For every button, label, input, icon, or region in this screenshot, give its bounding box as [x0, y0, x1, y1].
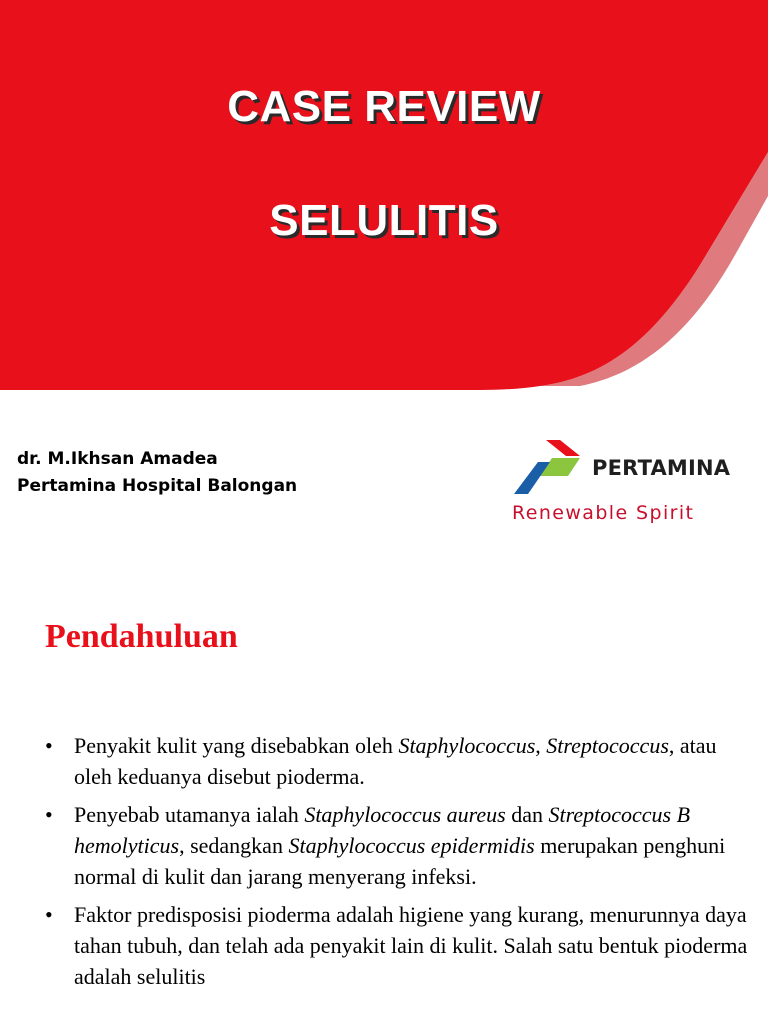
content-slide [0, 600, 768, 1024]
bullet-item [45, 799, 750, 892]
title-case-review: CASE REVIEW [227, 82, 541, 131]
bullet-italic: Streptococcus B hemolyticus [74, 802, 691, 858]
pertamina-logo-icon [510, 436, 590, 500]
bullet-italic: Staphylococcus [398, 733, 536, 758]
bullet-text: merupakan penghuni normal di kulit dan jarang menyerang infeksi. [74, 833, 726, 889]
pertamina-logo [508, 432, 748, 532]
bullet-dot-icon: • [45, 902, 53, 927]
bullet-text: , sedangkan [179, 833, 289, 858]
red-curved-band [0, 0, 768, 390]
bullet-item [45, 899, 750, 992]
logo-tagline: Renewable Spirit [512, 502, 695, 524]
section-heading: Pendahuluan [45, 618, 238, 655]
bullet-dot-icon: • [45, 733, 53, 758]
author-block [17, 446, 297, 500]
bullet-text: Penyakit kulit yang disebabkan oleh [74, 733, 399, 758]
title-selulitis: SELULITIS [269, 196, 499, 245]
bullet-text: Faktor predisposisi pioderma adalah higiene yang kurang, menurunnya daya tahan tubuh, dan telah ada penyakit lain di kulit. Salah satu bentuk pioderma adalah selulitis [74, 902, 748, 989]
bullet-list [45, 730, 750, 999]
bullet-italic: Streptococcus [546, 733, 669, 758]
bullet-dot-icon: • [45, 802, 53, 827]
author-name: dr. M.Ikhsan Amadea [17, 449, 218, 469]
bullet-italic: Staphylococcus epidermidis [288, 833, 535, 858]
author-affiliation: Pertamina Hospital Balongan [17, 476, 298, 496]
bullet-text: Penyebab utamanya ialah [74, 802, 305, 827]
bullet-italic: Staphylococcus aureus [304, 802, 506, 827]
logo-wordmark: PERTAMINA [592, 456, 731, 480]
bullet-text: , [535, 733, 547, 758]
bullet-text: , atau oleh keduanya disebut pioderma. [74, 733, 717, 789]
bullet-text: dan [505, 802, 549, 827]
bullet-item [45, 730, 750, 792]
